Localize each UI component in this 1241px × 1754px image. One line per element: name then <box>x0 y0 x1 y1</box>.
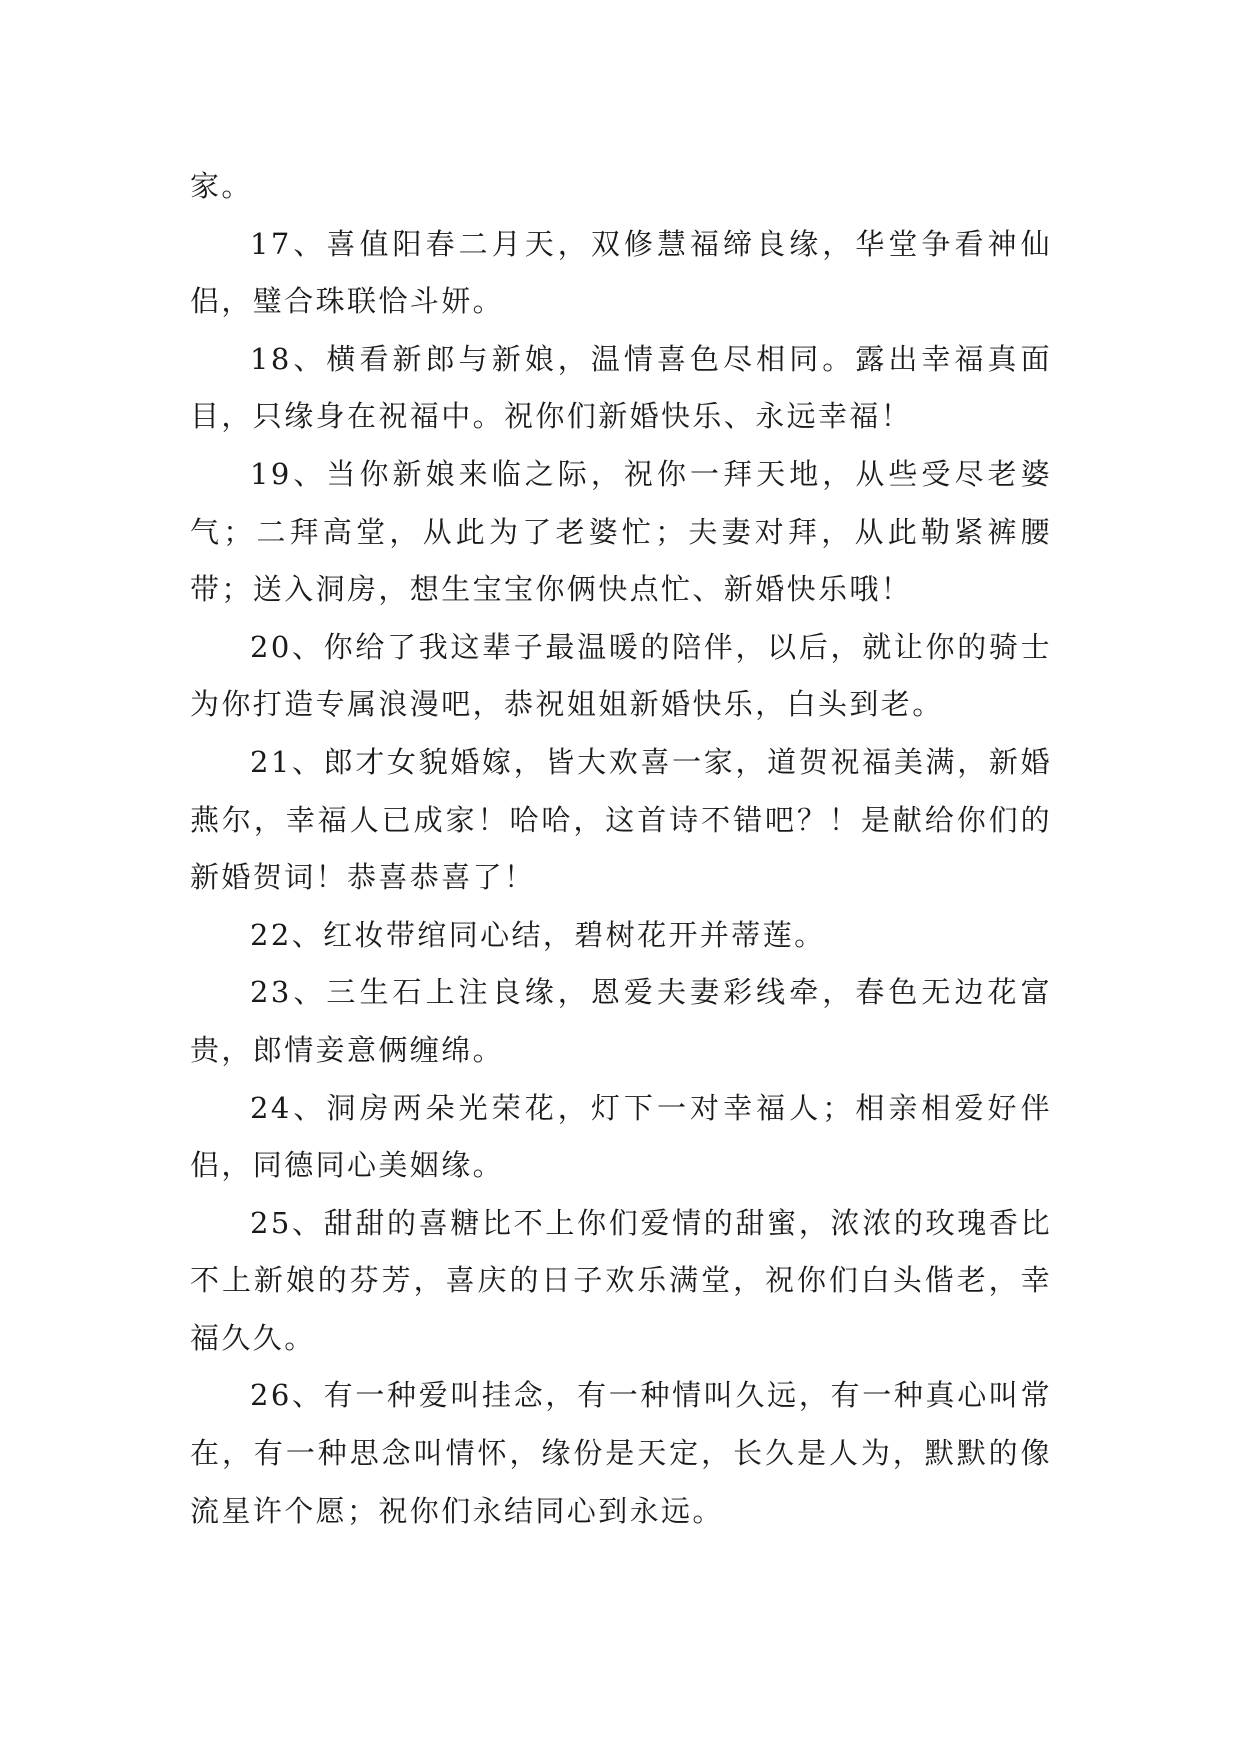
paragraph-item-24: 24、洞房两朵光荣花，灯下一对幸福人；相亲相爱好伴侣，同德同心美姻缘。 <box>190 1090 1052 1183</box>
paragraph-item-25: 25、甜甜的喜糖比不上你们爱情的甜蜜，浓浓的玫瑰香比不上新娘的芬芳，喜庆的日子欢乐满堂，祝你们白头偕老，幸福久久。 <box>190 1205 1052 1355</box>
paragraph-item-22: 22、红妆带绾同心结，碧树花开并蒂莲。 <box>250 917 826 952</box>
paragraph-item-21: 21、郎才女貌婚嫁，皆大欢喜一家，道贺祝福美满，新婚燕尔，幸福人已成家！哈哈，这首诗不错吧？！是献给你们的新婚贺词！恭喜恭喜了！ <box>190 744 1052 895</box>
paragraph-item-20: 20、你给了我这辈子最温暖的陪伴，以后，就让你的骑士为你打造专属浪漫吧，恭祝姐姐新婚快乐，白头到老。 <box>190 629 1052 722</box>
paragraph-item-23: 23、三生石上注良缘，恩爱夫妻彩线牵，春色无边花富贵，郎情妾意俩缠绵。 <box>190 975 1052 1067</box>
paragraph-item-18: 18、横看新郎与新娘，温情喜色尽相同。露出幸福真面目，只缘身在祝福中。祝你们新婚快乐、永远幸福！ <box>190 341 1052 434</box>
paragraph-item-19: 19、当你新娘来临之际，祝你一拜天地，从些受尽老婆气；二拜高堂，从此为了老婆忙；夫妻对拜，从此勒紧裤腰带；送入洞房，想生宝宝你俩快点忙、新婚快乐哦！ <box>190 456 1052 607</box>
document-body <box>190 158 1052 1540</box>
paragraph-item-26: 26、有一种爱叫挂念，有一种情叫久远，有一种真心叫常在，有一种思念叫情怀，缘份是天定，长久是人为，默默的像流星许个愿；祝你们永结同心到永远。 <box>190 1378 1052 1528</box>
paragraph-continuation: 家。 <box>190 169 253 203</box>
paragraph-item-17: 17、喜值阳春二月天，双修慧福缔良缘，华堂争看神仙侣，璧合珠联恰斗妍。 <box>190 226 1052 319</box>
